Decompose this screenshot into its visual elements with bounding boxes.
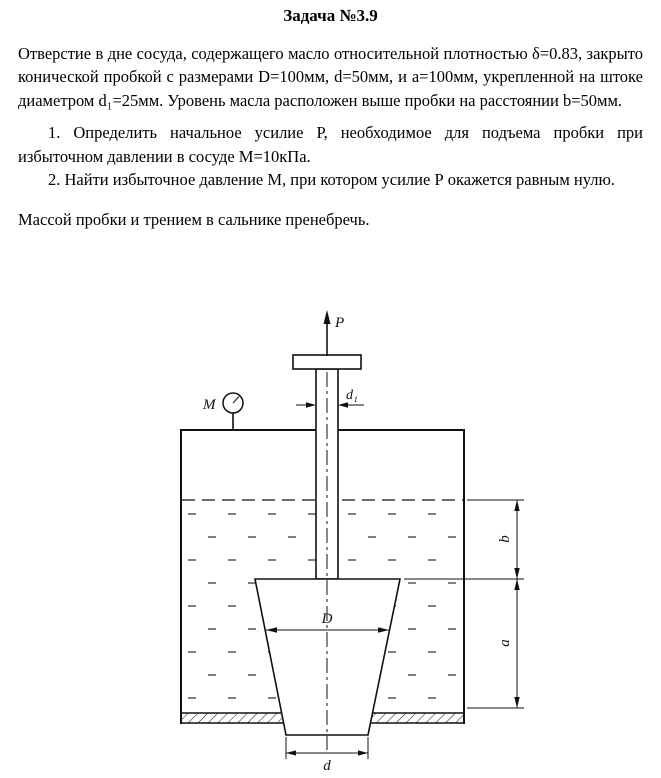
task-item-2: 2. Найти избыточное давление М, при котором усилие Р окажется равным нулю. — [48, 170, 615, 190]
cone-height-label: a — [497, 639, 513, 647]
pressure-gauge-icon — [202, 393, 243, 430]
force-arrow — [293, 310, 361, 369]
task-item-1: 1. Определить начальное усилие Р, необходимое для подъема пробки при избыточном давлении в сосуде М=10кПа. — [18, 123, 643, 166]
problem-statement: Отверстие в дне сосуда, содержащего масло относительной плотностью δ=0.83, закрыто конической пробкой с размерами D=100мм, d=50мм, и а=100мм, укрепленной на штоке диаметром d₁=25мм. Уровень масла расположен выше пробки на расстоянии b=50мм. — [18, 44, 643, 110]
force-label: P — [335, 315, 345, 331]
problem-page — [0, 0, 661, 231]
cone-top-diameter-label: D — [321, 611, 333, 627]
rod-diameter-label: d₁ — [346, 388, 358, 403]
problem-figure — [0, 300, 661, 773]
gauge-label: M — [203, 397, 216, 413]
oil-depth-label: b — [497, 535, 513, 543]
figure-container — [0, 300, 661, 773]
page-title: Задача №3.9 — [283, 6, 378, 25]
assumption-note: Массой пробки и трением в сальнике пренебречь. — [18, 209, 370, 229]
rod-flange — [293, 355, 361, 369]
cone-bottom-diameter-label: d — [323, 758, 331, 773]
dim-a — [467, 579, 524, 708]
